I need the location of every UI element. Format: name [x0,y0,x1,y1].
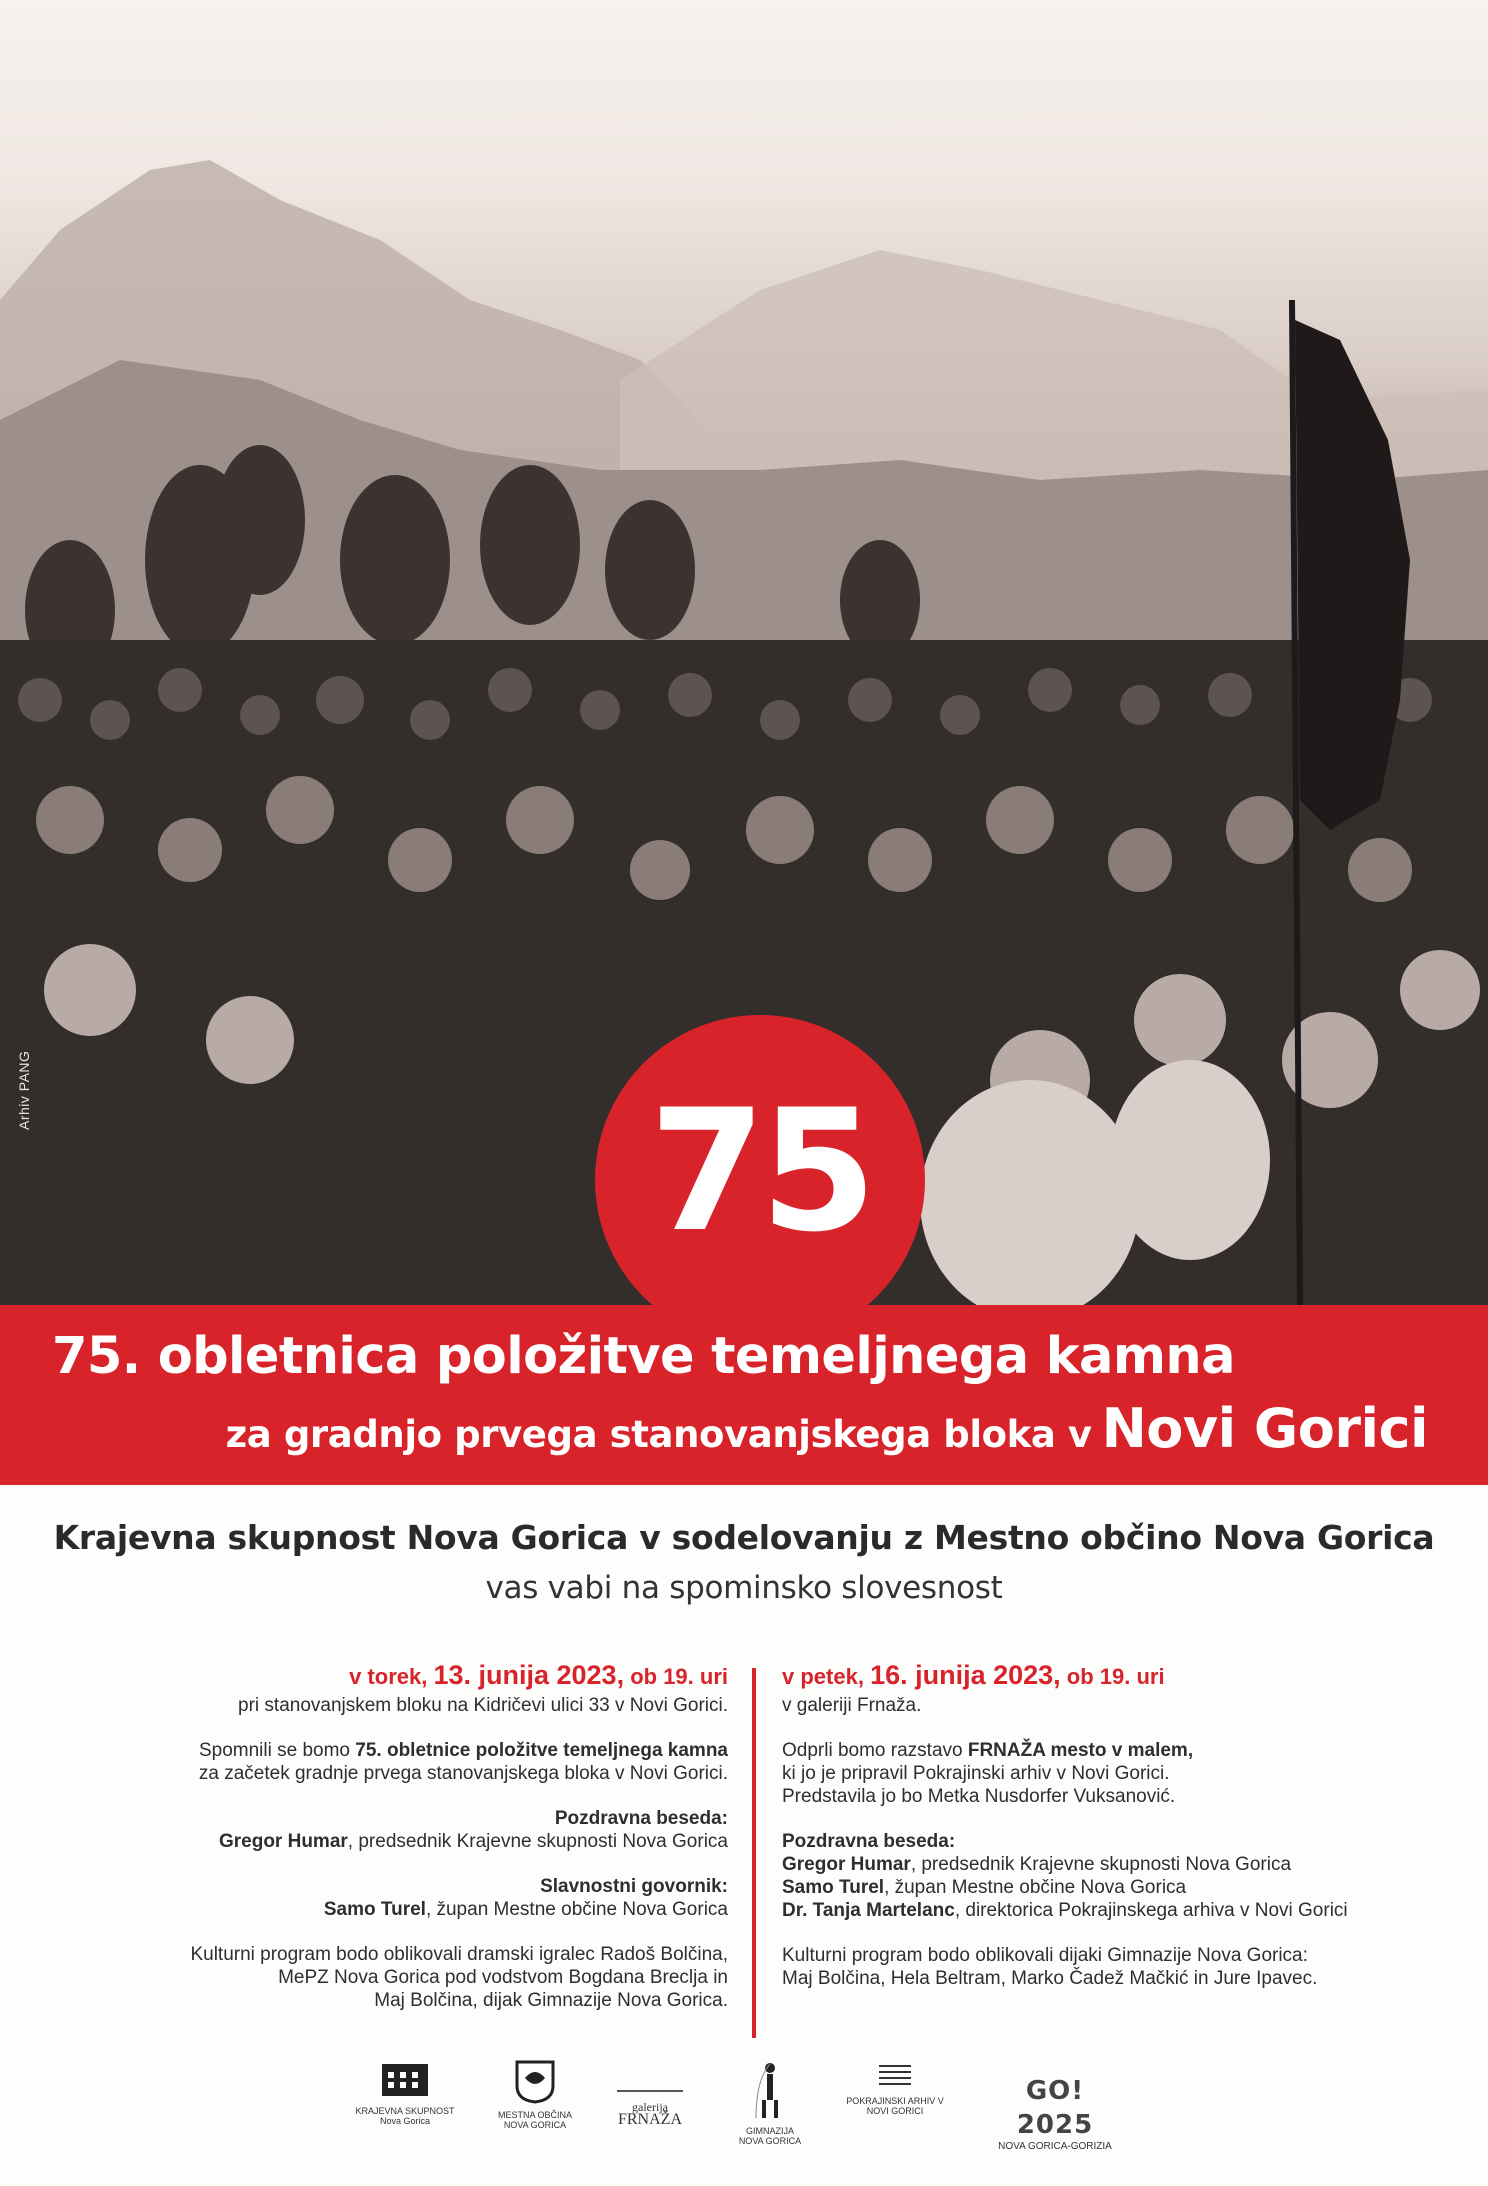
date-suffix: ob 19. uri [630,1664,728,1689]
greeting-role-3: , direktorica Pokrajinskega arhiva v Novi Gorici [954,1900,1348,1921]
title-line-2-small: za gradnjo prvega stanovanjskega bloka v [225,1413,1092,1456]
greeting-name: Gregor Humar [218,1831,348,1852]
event-right-culture [782,1944,1422,1990]
date-main: 16. junija 2023, [870,1660,1061,1690]
logo-go2025 [985,2060,1125,2180]
logo-galerija-frnaza [600,2060,700,2180]
title-line-1: 75. obletnica položitve temeljnega kamna [52,1327,1235,1386]
speaker-heading: Slavnostni govornik: [540,1876,728,1897]
exhibition-text-2: ki jo je pripravil Pokrajinski arhiv v Novi Gorici. [782,1763,1170,1784]
invite-line: vas vabi na spominsko slovesnost [485,1570,1003,1606]
event-right-greeting [782,1830,1422,1922]
greeting-name-3: Dr. Tanja Martelanc [782,1900,955,1921]
culture-line-2: Maj Bolčina, Hela Beltram, Marko Čadež Mačkić in Jure Ipavec. [782,1968,1318,1989]
logo-name: KRAJEVNA SKUPNOST [355,2106,455,2116]
logo-pokrajinski-arhiv [835,2060,955,2180]
event-right [782,1660,1422,2012]
greeting-name-2: Samo Turel [782,1877,885,1898]
event-left-date [108,1660,728,1692]
date-suffix: ob 19. uri [1066,1664,1165,1689]
title-line-2-big: Novi Gorici [1101,1397,1428,1460]
exhibition-title: FRNAŽA mesto v malem, [967,1740,1194,1761]
date-prefix: v torek, [349,1664,428,1689]
figure-icon [750,2060,790,2120]
greeting-heading: Pozdravna beseda: [554,1808,728,1829]
greeting-role: , predsednik Krajevne skupnosti Nova Gorica [347,1831,728,1852]
logo-name: galerija [632,2100,668,2114]
event-left-culture [108,1943,728,2012]
archive-icon [875,2060,915,2090]
exhibition-text-3: Predstavila jo bo Metka Nusdorfer Vuksanović. [782,1786,1176,1807]
logo-mestna-obcina [485,2060,585,2180]
logo-name: POKRAJINSKI ARHIV V [846,2096,944,2106]
greeting-heading: Pozdravna beseda: [782,1831,956,1852]
speaker-role: , župan Mestne občine Nova Gorica [425,1899,728,1920]
anniversary-number: 75 [649,1073,871,1269]
exhibition-text: Odprli bomo razstavo [782,1740,963,1761]
anniversary-badge [595,1015,925,1345]
event-left-greeting [108,1807,728,1853]
greeting-role-2: , župan Mestne občine Nova Gorica [884,1877,1187,1898]
logo-sub: NOVI GORICI [866,2106,924,2116]
event-left-speaker [108,1875,728,1921]
sponsor-logos [0,2060,1488,2180]
crest-icon [515,2060,555,2104]
logo-name: MESTNA OBČINA [497,2110,572,2120]
organizer-line: Krajevna skupnost Nova Gorica v sodelovanju z Mestno občino Nova Gorica [53,1518,1435,1557]
title-banner [0,1305,1488,1485]
go2025-icon: GO! 2025 [1016,2076,1094,2140]
title-line-2 [226,1397,1428,1460]
column-divider [752,1668,756,2038]
culture-line-1: Kulturni program bodo oblikovali dramski igralec Radoš Bolčina, [190,1944,728,1965]
speaker-name: Samo Turel [323,1899,426,1920]
event-left [108,1660,728,2034]
culture-line-3: Maj Bolčina, dijak Gimnazije Nova Gorica. [374,1990,728,2011]
photo-credit: Arhiv PANG [16,1050,32,1130]
greeting-role-1: , predsednik Krajevne skupnosti Nova Gorica [910,1854,1292,1875]
logo-sub: Nova Gorica [379,2116,431,2126]
commem-bold: 75. obletnice položitve temeljnega kamna [355,1740,728,1761]
logo-gimnazija [730,2060,810,2180]
commem-text: Spomnili se bomo [198,1740,350,1761]
date-main: 13. junija 2023, [433,1660,625,1690]
commem-text-2: za začetek gradnje prvega stanovanjskega bloka v Novi Gorici. [198,1763,728,1784]
logo-sub: NOVA GORICA [738,2136,802,2146]
event-right-exhibition [782,1739,1422,1808]
logo-name: GIMNAZIJA [745,2126,794,2136]
greeting-name-1: Gregor Humar [782,1854,911,1875]
logo-sub: FRNAŽA [617,2111,682,2128]
date-prefix: v petek, [782,1664,864,1689]
event-right-date [782,1660,1422,1692]
event-right-location: v galeriji Frnaža. [782,1695,922,1716]
culture-line-2: MePZ Nova Gorica pod vodstvom Bogdana Breclja in [278,1967,728,1988]
logo-sub: NOVA GORICA [503,2120,567,2130]
logo-krajevna-skupnost [350,2060,460,2180]
culture-line-1: Kulturni program bodo oblikovali dijaki Gimnazije Nova Gorica: [782,1945,1308,1966]
event-left-location: pri stanovanjskem bloku na Kidričevi ulici 33 v Novi Gorici. [238,1695,728,1716]
event-left-commemoration [108,1739,728,1785]
building-icon [380,2060,430,2100]
gallery-icon [615,2060,685,2096]
logo-sub: NOVA GORICA-GORIZIA [998,2141,1112,2152]
